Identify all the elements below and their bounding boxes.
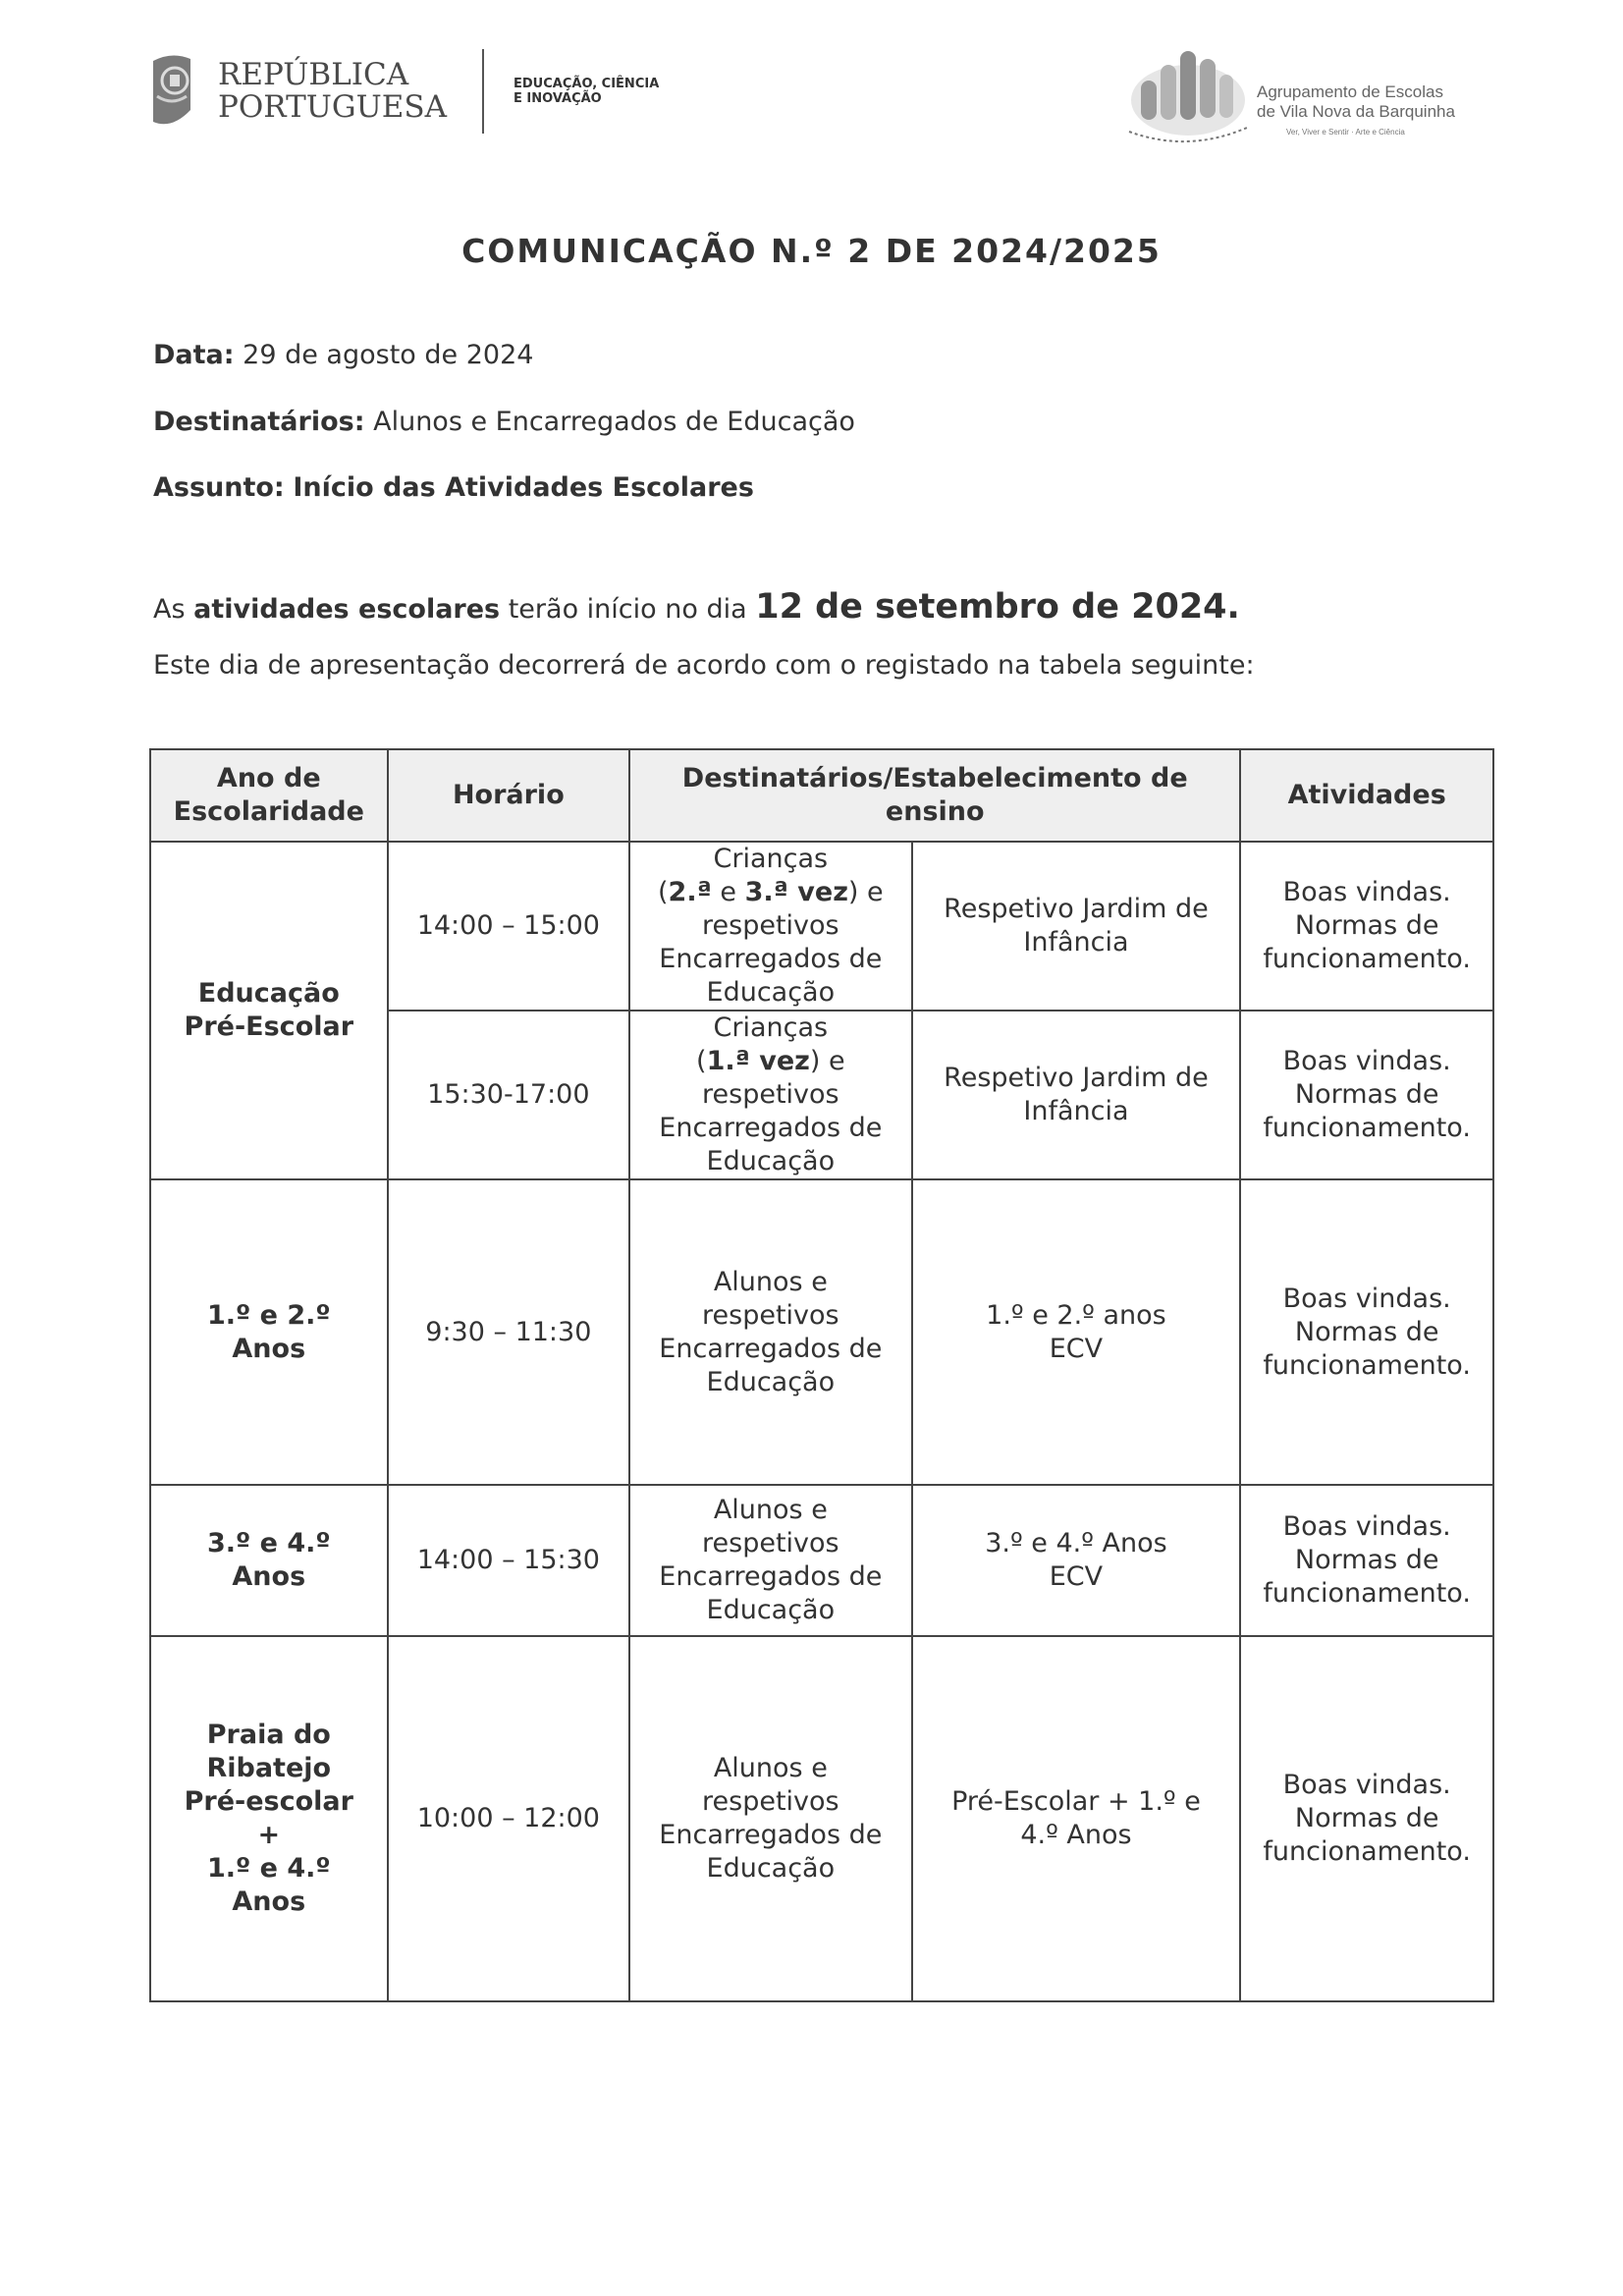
who-line: Educação [706, 1146, 836, 1176]
activities-cell [1240, 1011, 1493, 1179]
recipients-cell [629, 1179, 911, 1485]
subject-line [153, 472, 754, 503]
intro-paragraph-1 [153, 587, 1240, 627]
year-line: Ribatejo [206, 1753, 332, 1783]
recipients-cell: Crianças (2.ª e 3.ª vez) e respetivos Encarregados de Educação [629, 842, 911, 1011]
header-activities: Atividades [1240, 749, 1493, 842]
year-line: + [257, 1820, 281, 1850]
recipients-cell [629, 1485, 911, 1636]
who-line: Encarregados de [659, 1113, 883, 1143]
date-label: Data: [153, 340, 235, 370]
ministry-line1: EDUCAÇÃO, CIÊNCIA [514, 77, 660, 91]
time-cell: 9:30 – 11:30 [388, 1179, 630, 1485]
act-line: Normas de [1294, 910, 1439, 941]
republic-line2: PORTUGUESA [218, 89, 448, 125]
year-line: 1.º e 2.º [206, 1299, 331, 1331]
year-line: Educação [197, 978, 340, 1009]
header-destination [629, 749, 1240, 842]
who-line: Encarregados de [659, 1333, 883, 1364]
year-cell-preschool [150, 842, 388, 1179]
place-line: 4.º Anos [1020, 1820, 1132, 1850]
subject-value: Início das Atividades Escolares [293, 472, 754, 503]
time-cell: 10:00 – 12:00 [388, 1636, 630, 2001]
year-line: 3.º e 4.º [206, 1528, 331, 1558]
place-line: 1.º e 2.º anos [986, 1299, 1166, 1331]
table-row [150, 842, 1493, 1011]
who-line: respetivos [702, 1528, 839, 1558]
intro-text-a: As [153, 594, 194, 625]
who-line: Crianças [713, 844, 829, 874]
who-line: respetivos [702, 1786, 839, 1817]
act-line: Boas vindas. [1282, 1511, 1451, 1542]
subject-label: Assunto: [153, 472, 285, 503]
intro-text-c: terão início no dia [500, 594, 756, 625]
header-divider [482, 49, 484, 134]
place-line: 3.º e 4.º Anos [985, 1528, 1167, 1558]
act-line: funcionamento. [1263, 1349, 1471, 1381]
table-row [150, 1179, 1493, 1485]
who-line: Educação [706, 1595, 836, 1625]
place-cell [912, 1636, 1241, 2001]
place-line: Infância [1023, 927, 1129, 957]
year-line: Pré-Escolar [184, 1011, 354, 1042]
coat-of-arms-icon [147, 51, 196, 132]
who-bold: 1.ª vez [706, 1046, 810, 1076]
who-line: Encarregados de [659, 1820, 883, 1850]
place-cell [912, 1179, 1241, 1485]
activities-cell [1240, 1636, 1493, 2001]
start-date: 12 de setembro de 2024. [755, 587, 1240, 627]
document-title: COMUNICAÇÃO N.º 2 DE 2024/2025 [461, 232, 1162, 270]
date-line [153, 340, 533, 370]
who-line: Alunos e [713, 1753, 828, 1783]
who-line: Educação [706, 1366, 836, 1397]
year-line: Anos [232, 1886, 306, 1917]
year-line: Praia do [206, 1720, 331, 1750]
ministry-name [514, 77, 659, 106]
place-line: Respetivo Jardim de [944, 894, 1209, 924]
intro-paragraph-2: Este dia de apresentação decorrerá de acordo com o registado na tabela seguinte: [153, 650, 1255, 681]
place-line: ECV [1049, 1333, 1104, 1364]
act-line: Normas de [1294, 1545, 1439, 1575]
header-dest-line2: ensino [885, 796, 985, 827]
act-line: Boas vindas. [1282, 877, 1451, 907]
header-dest-line1: Destinatários/Estabelecimento de [681, 763, 1188, 793]
year-line: 1.º e 4.º [206, 1853, 331, 1884]
time-cell: 14:00 – 15:30 [388, 1485, 630, 1636]
republic-line1: REPÚBLICA [218, 57, 409, 92]
who-line: Educação [706, 1853, 836, 1884]
who-line: Alunos e [713, 1495, 828, 1525]
who-line: respetivos [702, 1079, 839, 1110]
school-motto: Ver, Viver e Sentir · Arte e Ciência [1286, 128, 1405, 137]
header-year-line2: Escolaridade [173, 796, 364, 827]
who-line: Educação [706, 977, 836, 1008]
activities-cell [1240, 1179, 1493, 1485]
table-row [150, 1636, 1493, 2001]
school-line1: Agrupamento de Escolas [1257, 82, 1443, 101]
year-cell [150, 1179, 388, 1485]
school-emblem-icon [1119, 35, 1257, 149]
act-line: Normas de [1294, 1803, 1439, 1833]
who-line: Encarregados de [659, 1561, 883, 1592]
header-time: Horário [388, 749, 630, 842]
who-line: respetivos [702, 1299, 839, 1331]
time-cell: 14:00 – 15:00 [388, 842, 630, 1011]
place-line: Infância [1023, 1096, 1129, 1126]
place-line: Pré-Escolar + 1.º e [951, 1786, 1201, 1817]
activities-cell [1240, 1485, 1493, 1636]
act-line: Boas vindas. [1282, 1283, 1451, 1314]
act-line: Normas de [1294, 1079, 1439, 1110]
republic-header [147, 47, 659, 136]
recipients-cell: Crianças (1.ª vez) e respetivos Encarregados de Educação [629, 1011, 911, 1179]
header-year-line1: Ano de [216, 763, 321, 793]
who-mid: e [711, 877, 745, 907]
year-line: Anos [232, 1561, 306, 1592]
act-line: funcionamento. [1263, 944, 1471, 974]
school-logo [1119, 35, 1492, 149]
act-line: Boas vindas. [1282, 1770, 1451, 1800]
year-cell [150, 1636, 388, 2001]
table-row [150, 1485, 1493, 1636]
recipients-line [153, 407, 855, 437]
who-line: Encarregados de [659, 944, 883, 974]
table-header-row [150, 749, 1493, 842]
place-cell [912, 1011, 1241, 1179]
who-line: Alunos e [713, 1266, 828, 1297]
time-cell: 15:30-17:00 [388, 1011, 630, 1179]
year-line: Pré-escolar [184, 1786, 353, 1817]
year-cell [150, 1485, 388, 1636]
year-line: Anos [232, 1333, 306, 1364]
date-value: 29 de agosto de 2024 [243, 340, 534, 370]
place-line: Respetivo Jardim de [944, 1063, 1209, 1093]
recipients-label: Destinatários: [153, 407, 365, 437]
header-year [150, 749, 388, 842]
act-line: funcionamento. [1263, 1113, 1471, 1143]
recipients-value: Alunos e Encarregados de Educação [373, 407, 855, 437]
who-bold: 2.ª [668, 877, 712, 907]
activities-cell [1240, 842, 1493, 1011]
schedule-table [149, 748, 1494, 2002]
place-line: ECV [1049, 1561, 1104, 1592]
who-line: respetivos [702, 910, 839, 941]
act-line: funcionamento. [1263, 1578, 1471, 1609]
act-line: Normas de [1294, 1316, 1439, 1347]
republic-name [218, 59, 447, 124]
place-cell [912, 1485, 1241, 1636]
ministry-line2: E INOVAÇÃO [514, 91, 602, 106]
school-name [1257, 82, 1455, 137]
place-cell [912, 842, 1241, 1011]
recipients-cell [629, 1636, 911, 2001]
act-line: funcionamento. [1263, 1836, 1471, 1867]
school-line2: de Vila Nova da Barquinha [1257, 102, 1455, 121]
who-bold: 3.ª vez [744, 877, 848, 907]
intro-text-bold: atividades escolares [193, 594, 501, 625]
act-line: Boas vindas. [1282, 1046, 1451, 1076]
who-line: Crianças [713, 1012, 829, 1043]
